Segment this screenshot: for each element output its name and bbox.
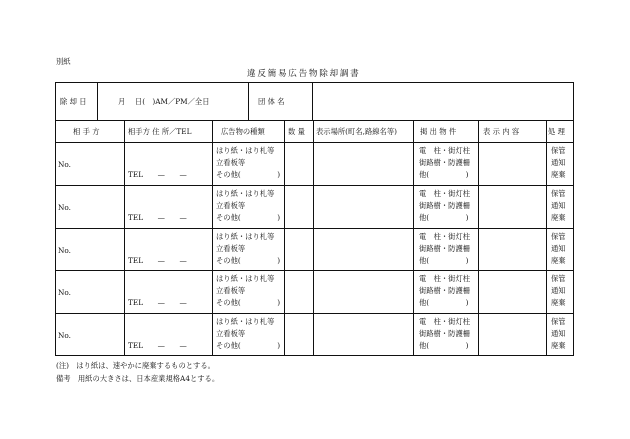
- disposition-option[interactable]: 廃棄: [551, 213, 566, 222]
- row-number: No.: [58, 288, 71, 297]
- table-divider: [312, 82, 313, 120]
- ad-type-option[interactable]: はり紙・はり札等: [216, 317, 275, 326]
- header-posting-object: 掲 出 物 件: [420, 127, 457, 136]
- table-divider: [55, 142, 574, 143]
- disposition-option[interactable]: 通知: [551, 329, 566, 338]
- posting-object-option[interactable]: 他( ): [419, 170, 469, 179]
- posting-object-option[interactable]: 街路樹・防護柵: [419, 329, 471, 338]
- ad-type-option[interactable]: 立看板等: [216, 201, 246, 210]
- table-divider: [212, 120, 213, 356]
- row-number: No.: [58, 203, 71, 212]
- header-ad-type: 広告物の種類: [221, 127, 265, 136]
- disposition-option[interactable]: 保管: [551, 274, 566, 283]
- posting-object-option[interactable]: 電 柱・街灯柱: [419, 189, 471, 198]
- posting-object-option[interactable]: 街路樹・防護柵: [419, 244, 471, 253]
- disposition-option[interactable]: 通知: [551, 158, 566, 167]
- posting-object-option[interactable]: 電 柱・街灯柱: [419, 274, 471, 283]
- note-line: (注) はり紙は、速やかに廃棄するものとする。: [56, 361, 215, 370]
- table-divider: [284, 120, 285, 356]
- header-disposition: 処 理: [548, 127, 565, 136]
- removal-date-field[interactable]: 月 日( )AM／PM／全日: [118, 97, 210, 106]
- row-number: No.: [58, 246, 71, 255]
- header-partner: 相 手 方: [73, 127, 100, 136]
- table-divider: [55, 313, 574, 314]
- posting-object-option[interactable]: 他( ): [419, 298, 469, 307]
- table-divider: [55, 185, 574, 186]
- header-display-location: 表示場所(町名,路線名等): [316, 127, 397, 136]
- table-divider: [546, 120, 547, 356]
- posting-object-option[interactable]: 他( ): [419, 256, 469, 265]
- table-divider: [248, 82, 249, 120]
- header-partner-address: 相手方 住 所／TEL: [128, 127, 192, 136]
- ad-type-option[interactable]: その他( ): [216, 256, 281, 265]
- posting-object-option[interactable]: 街路樹・防護柵: [419, 201, 471, 210]
- table-divider: [478, 120, 479, 356]
- row-number: No.: [58, 160, 71, 169]
- row-tel: TEL — —: [128, 213, 187, 222]
- ad-type-option[interactable]: はり紙・はり札等: [216, 146, 275, 155]
- note-line: 備考 用紙の大きさは、日本産業規格A4とする。: [56, 374, 220, 383]
- ad-type-option[interactable]: はり紙・はり札等: [216, 232, 275, 241]
- table-divider: [413, 120, 414, 356]
- posting-object-option[interactable]: 他( ): [419, 341, 469, 350]
- ad-type-option[interactable]: 立看板等: [216, 158, 246, 167]
- ad-type-option[interactable]: 立看板等: [216, 329, 246, 338]
- row-tel: TEL — —: [128, 298, 187, 307]
- row-tel: TEL — —: [128, 341, 187, 350]
- ad-type-option[interactable]: その他( ): [216, 213, 281, 222]
- removal-date-label: 除 却 日: [60, 97, 87, 106]
- group-name-label: 団 体 名: [258, 97, 285, 106]
- row-tel: TEL — —: [128, 256, 187, 265]
- ad-type-option[interactable]: その他( ): [216, 170, 281, 179]
- header-quantity: 数 量: [288, 127, 305, 136]
- posting-object-option[interactable]: 他( ): [419, 213, 469, 222]
- table-divider: [55, 270, 574, 271]
- disposition-option[interactable]: 保管: [551, 317, 566, 326]
- table-divider: [313, 120, 314, 356]
- ad-type-option[interactable]: 立看板等: [216, 244, 246, 253]
- ad-type-option[interactable]: はり紙・はり札等: [216, 274, 275, 283]
- appendix-label: 別紙: [56, 57, 71, 66]
- disposition-option[interactable]: 通知: [551, 286, 566, 295]
- table-divider: [55, 228, 574, 229]
- ad-type-option[interactable]: その他( ): [216, 298, 281, 307]
- disposition-option[interactable]: 廃棄: [551, 298, 566, 307]
- posting-object-option[interactable]: 電 柱・街灯柱: [419, 146, 471, 155]
- ad-type-option[interactable]: はり紙・はり札等: [216, 189, 275, 198]
- table-divider: [97, 82, 98, 120]
- posting-object-option[interactable]: 街路樹・防護柵: [419, 158, 471, 167]
- ad-type-option[interactable]: その他( ): [216, 341, 281, 350]
- table-divider: [55, 120, 574, 121]
- document-title: 違反簡易広告物除却調書: [247, 69, 361, 79]
- disposition-option[interactable]: 保管: [551, 189, 566, 198]
- row-tel: TEL — —: [128, 170, 187, 179]
- ad-type-option[interactable]: 立看板等: [216, 286, 246, 295]
- posting-object-option[interactable]: 電 柱・街灯柱: [419, 317, 471, 326]
- row-number: No.: [58, 331, 71, 340]
- disposition-option[interactable]: 廃棄: [551, 256, 566, 265]
- disposition-option[interactable]: 通知: [551, 244, 566, 253]
- disposition-option[interactable]: 廃棄: [551, 341, 566, 350]
- disposition-option[interactable]: 保管: [551, 232, 566, 241]
- posting-object-option[interactable]: 街路樹・防護柵: [419, 286, 471, 295]
- disposition-option[interactable]: 保管: [551, 146, 566, 155]
- header-display-content: 表 示 内 容: [483, 127, 520, 136]
- disposition-option[interactable]: 廃棄: [551, 170, 566, 179]
- posting-object-option[interactable]: 電 柱・街灯柱: [419, 232, 471, 241]
- table-divider: [124, 120, 125, 356]
- disposition-option[interactable]: 通知: [551, 201, 566, 210]
